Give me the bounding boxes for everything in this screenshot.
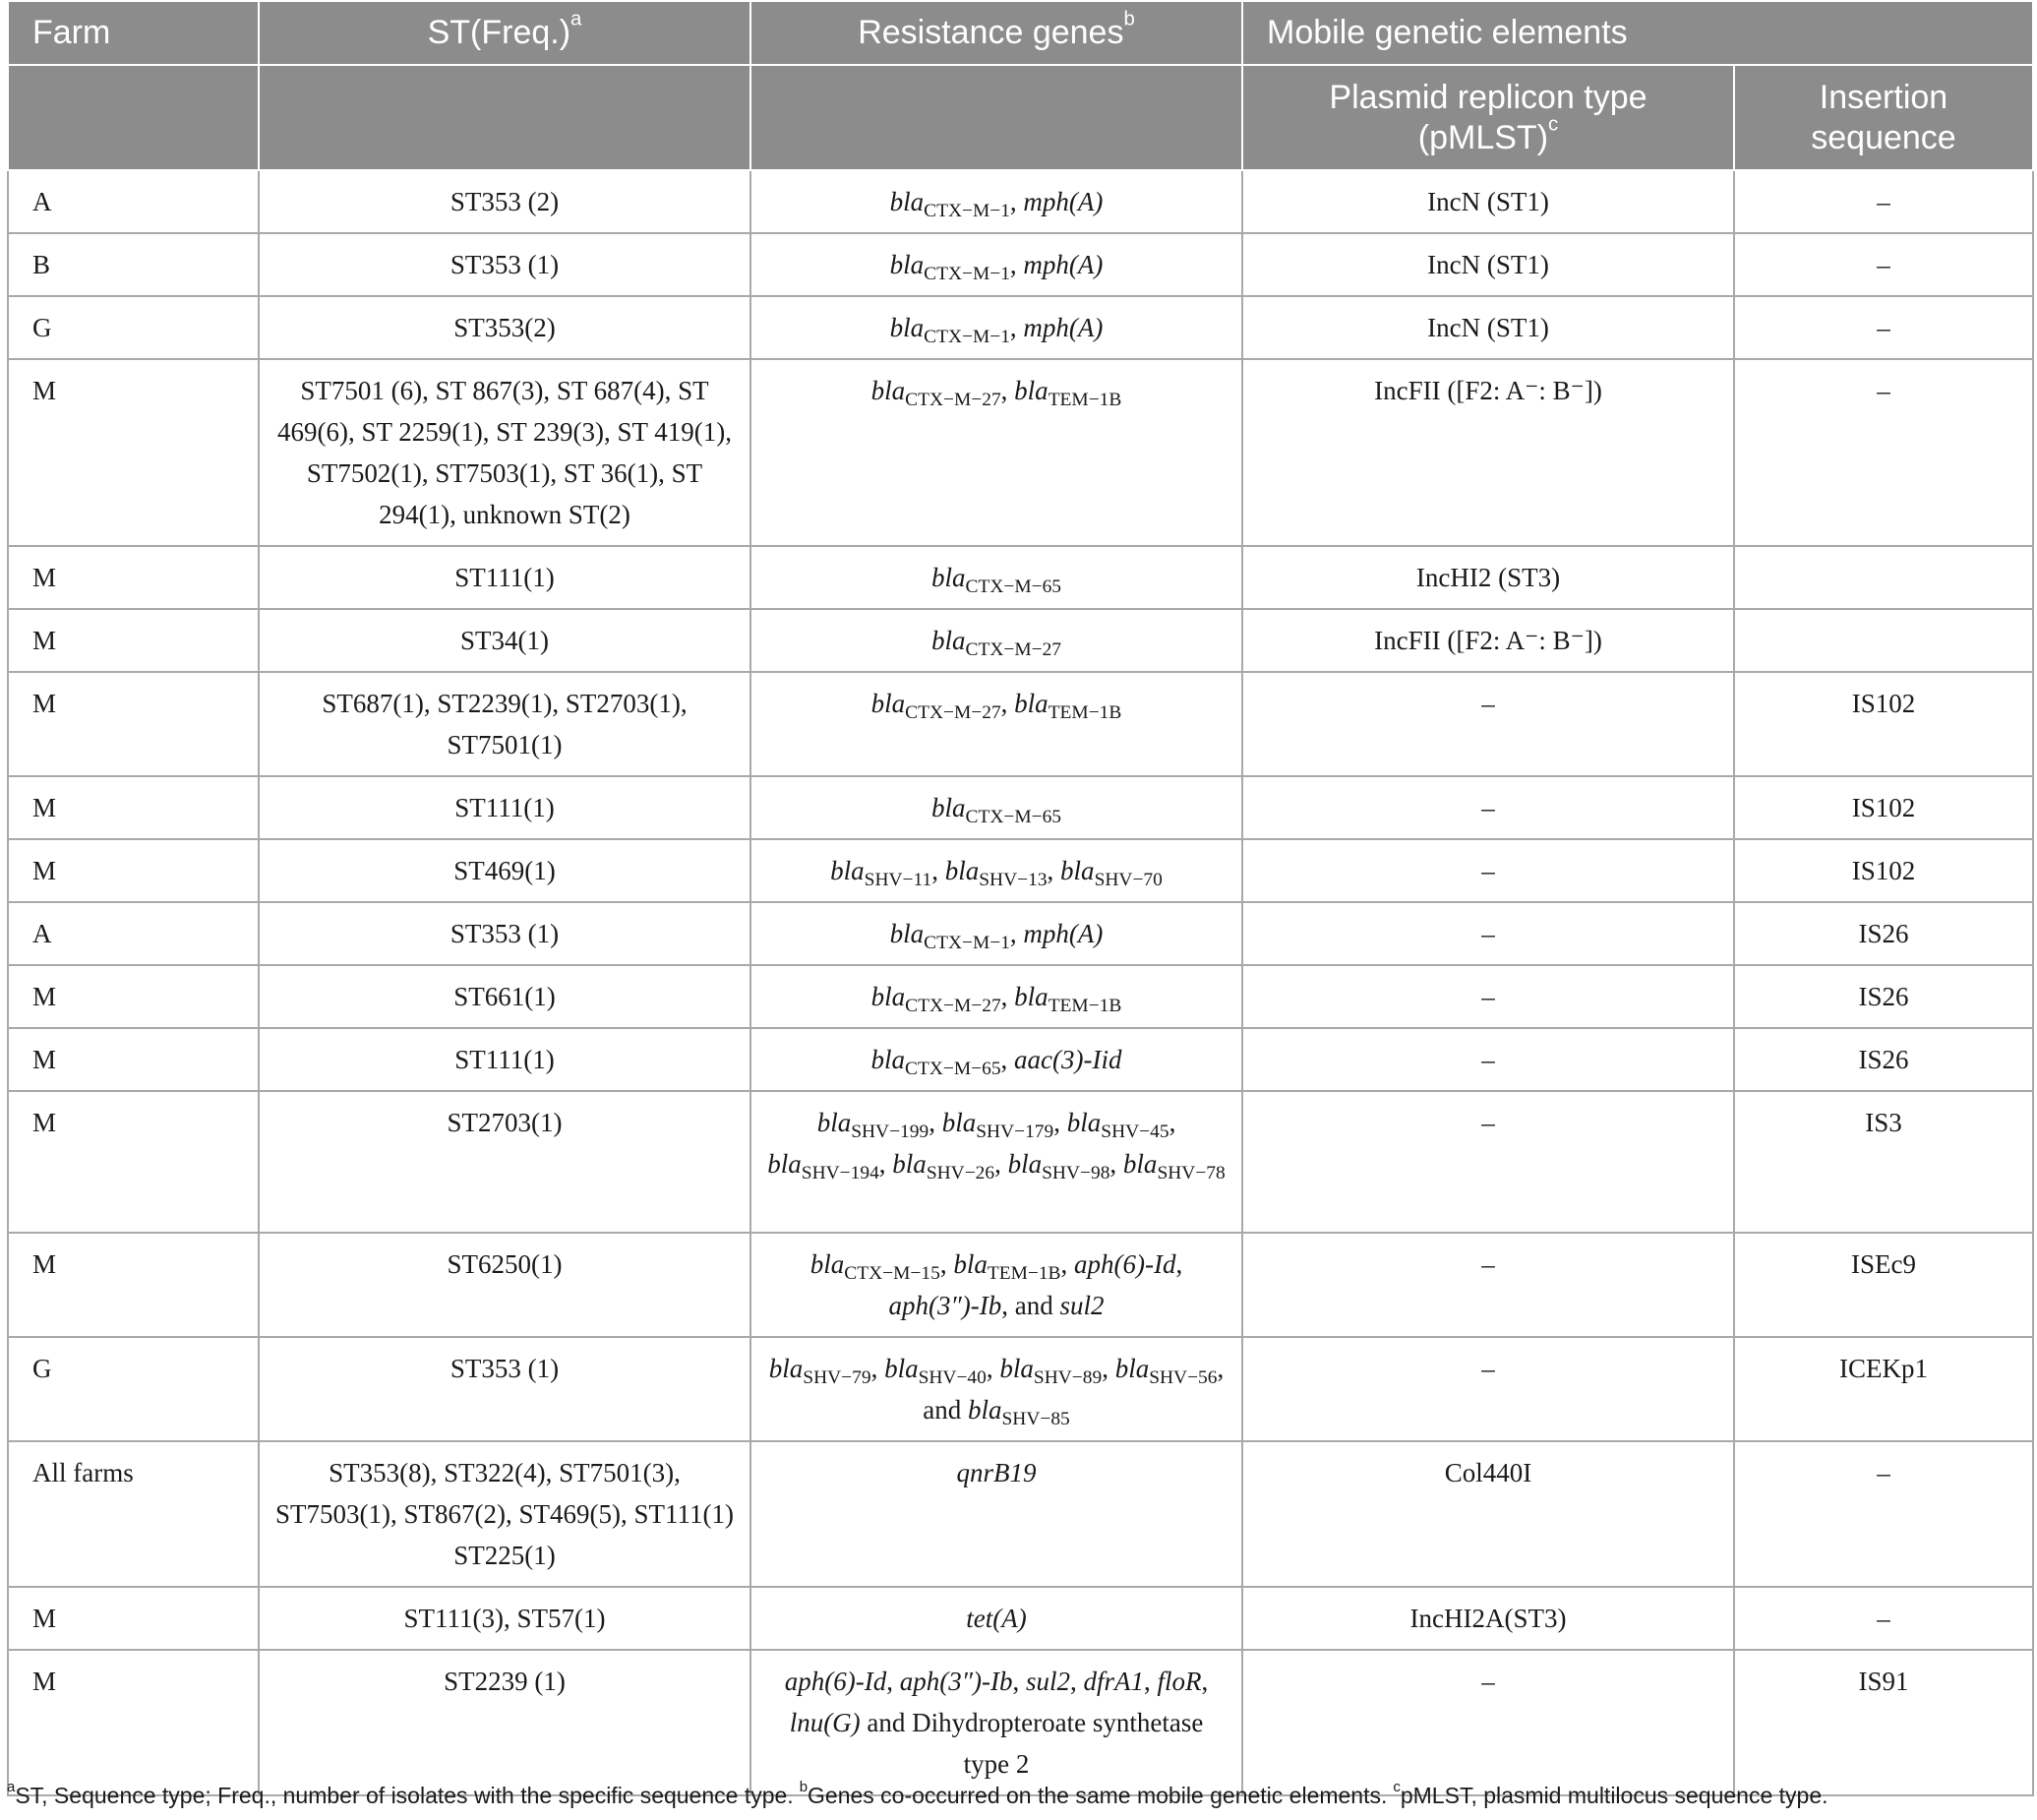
cell-sequence-type: ST353 (2) (259, 170, 750, 233)
cell-insertion-sequence: – (1734, 233, 2033, 296)
gene-name: mph(A) (1023, 919, 1104, 948)
cell-plasmid-replicon: IncHI2A(ST3) (1242, 1587, 1734, 1650)
cell-resistance-genes (750, 839, 1242, 902)
gene-name: aph(3″)-Ib (899, 1667, 1013, 1696)
table-row (8, 296, 2033, 359)
gene-variant: SHV−13 (979, 869, 1048, 890)
cell-resistance-genes (750, 1337, 1242, 1441)
gene-variant: CTX−M−15 (844, 1262, 940, 1284)
cell-sequence-type: ST353(8), ST322(4), ST7501(3), ST7503(1), ST867(2), ST469(5), ST111(1) ST225(1) (259, 1441, 750, 1587)
table-row (8, 609, 2033, 672)
gene-name: bla (870, 1045, 906, 1074)
gene-separator: , (1047, 856, 1061, 885)
cell-sequence-type: ST661(1) (259, 965, 750, 1028)
gene-name: bla (889, 313, 925, 342)
cell-plasmid-replicon: IncFII ([F2: A⁻: B⁻]) (1242, 359, 1734, 546)
cell-farm: M (8, 546, 259, 609)
gene-variant: SHV−11 (864, 869, 932, 890)
gene-name: bla (930, 563, 966, 592)
cell-sequence-type: ST6250(1) (259, 1233, 750, 1337)
cell-farm: M (8, 839, 259, 902)
gene-separator: , (1000, 689, 1015, 718)
gene-variant: SHV−40 (918, 1366, 987, 1388)
gene-name: bla (830, 856, 865, 885)
cell-insertion-sequence: IS3 (1734, 1091, 2033, 1233)
cell-insertion-sequence: – (1734, 296, 2033, 359)
cell-resistance-genes (750, 296, 1242, 359)
gene-name: aph(6)-Id (1074, 1249, 1176, 1279)
gene-separator: , (878, 1149, 893, 1179)
gene-name: bla (870, 982, 906, 1011)
cell-farm: M (8, 1650, 259, 1795)
cell-plasmid-replicon: IncN (ST1) (1242, 233, 1734, 296)
cell-insertion-sequence (1734, 546, 2033, 609)
cell-sequence-type: ST687(1), ST2239(1), ST2703(1), ST7501(1) (259, 672, 750, 776)
gene-name: qnrB19 (956, 1458, 1037, 1487)
gene-variant: SHV−79 (803, 1366, 871, 1388)
gene-name: bla (967, 1395, 1002, 1425)
cell-sequence-type: ST469(1) (259, 839, 750, 902)
gene-separator: , (870, 1354, 885, 1383)
footnote-text: ST, Sequence type; Freq., number of isolates with the specific sequence type. (15, 1783, 794, 1808)
gene-variant: SHV−89 (1033, 1366, 1103, 1388)
gene-variant: SHV−85 (1001, 1408, 1070, 1429)
cell-plasmid-replicon: – (1242, 1028, 1734, 1091)
gene-name: bla (1066, 1108, 1102, 1137)
gene-separator: , (1175, 1249, 1183, 1279)
gene-separator: , (994, 1149, 1008, 1179)
gene-variant: CTX−M−65 (965, 806, 1062, 827)
gene-name: tet(A) (966, 1604, 1027, 1633)
cell-resistance-genes (750, 1233, 1242, 1337)
cell-plasmid-replicon: – (1242, 672, 1734, 776)
cell-plasmid-replicon: – (1242, 1650, 1734, 1795)
header-plasmid-replicon: Plasmid replicon type (pMLST)$^c$ (1242, 65, 1734, 170)
gene-separator: , (1060, 1249, 1075, 1279)
gene-separator: , (1102, 1354, 1115, 1383)
footnote (7, 1779, 794, 1808)
cell-resistance-genes (750, 546, 1242, 609)
footnote-mark: a (7, 1779, 16, 1796)
gene-name: bla (1014, 376, 1048, 405)
table-row (8, 1028, 2033, 1091)
cell-sequence-type: ST353 (1) (259, 902, 750, 965)
cell-plasmid-replicon: – (1242, 965, 1734, 1028)
table-row (8, 170, 2033, 233)
gene-separator: , and (1001, 1291, 1060, 1320)
footnote (799, 1779, 1388, 1808)
gene-variant: TEM−1B (1048, 995, 1122, 1016)
table-row (8, 839, 2033, 902)
cell-sequence-type: ST353 (1) (259, 233, 750, 296)
gene-name: aac(3)-Iid (1014, 1045, 1122, 1074)
cell-insertion-sequence: IS91 (1734, 1650, 2033, 1795)
gene-variant: SHV−78 (1157, 1162, 1226, 1183)
cell-resistance-genes (750, 1587, 1242, 1650)
table-row (8, 1337, 2033, 1441)
gene-name: bla (941, 1108, 977, 1137)
gene-variant: CTX−M−1 (924, 263, 1010, 284)
gene-separator: , (886, 1667, 900, 1696)
gene-name: bla (870, 376, 906, 405)
gene-name: floR (1157, 1667, 1202, 1696)
cell-insertion-sequence: – (1734, 170, 2033, 233)
cell-farm: M (8, 1233, 259, 1337)
gene-name: bla (816, 1108, 852, 1137)
gene-variant: CTX−M−27 (965, 638, 1062, 660)
cell-sequence-type: ST7501 (6), ST 867(3), ST 687(4), ST 469(6), ST 2259(1), ST 239(3), ST 419(1), ST7502(1), ST7503(1), ST 36(1), ST 294(1), unknown ST(2) (259, 359, 750, 546)
cell-resistance-genes (750, 1028, 1242, 1091)
cell-farm: M (8, 672, 259, 776)
cell-resistance-genes (750, 170, 1242, 233)
cell-resistance-genes (750, 672, 1242, 776)
cell-farm: G (8, 296, 259, 359)
gene-name: mph(A) (1023, 313, 1104, 342)
header-farm: Farm (8, 1, 259, 65)
gene-name: bla (930, 626, 966, 655)
cell-insertion-sequence: – (1734, 359, 2033, 546)
cell-farm: M (8, 1028, 259, 1091)
gene-name: bla (999, 1354, 1034, 1383)
gene-name: bla (768, 1354, 804, 1383)
gene-variant: SHV−26 (926, 1162, 995, 1183)
cell-resistance-genes (750, 965, 1242, 1028)
cell-plasmid-replicon: – (1242, 1337, 1734, 1441)
table-container (7, 0, 2032, 1796)
gene-name: bla (870, 689, 906, 718)
gene-variant: CTX−M−1 (924, 326, 1010, 347)
gene-variant: SHV−199 (851, 1121, 929, 1142)
gene-variant: SHV−70 (1094, 869, 1163, 890)
resistance-table (7, 0, 2034, 1796)
gene-separator: , (1000, 982, 1015, 1011)
cell-plasmid-replicon: IncHI2 (ST3) (1242, 546, 1734, 609)
cell-resistance-genes (750, 1091, 1242, 1233)
gene-name: bla (1007, 1149, 1043, 1179)
cell-farm: M (8, 1091, 259, 1233)
table-body (8, 170, 2033, 1795)
cell-resistance-genes (750, 902, 1242, 965)
cell-farm: M (8, 965, 259, 1028)
cell-plasmid-replicon: – (1242, 1233, 1734, 1337)
footnote-mark: b (799, 1779, 809, 1796)
header-resistance-genes: Resistance genes$^b$ (750, 1, 1242, 65)
gene-name: aph(3″)-Ib (888, 1291, 1002, 1320)
gene-name: bla (892, 1149, 927, 1179)
cell-plasmid-replicon: – (1242, 776, 1734, 839)
cell-farm: A (8, 902, 259, 965)
gene-variant: SHV−56 (1149, 1366, 1218, 1388)
footnote-text: Genes co-occurred on the same mobile genetic elements. (808, 1783, 1388, 1808)
cell-sequence-type: ST111(3), ST57(1) (259, 1587, 750, 1650)
gene-variant: CTX−M−1 (924, 200, 1010, 221)
cell-resistance-genes (750, 609, 1242, 672)
gene-separator: , (1009, 919, 1024, 948)
cell-farm: M (8, 1587, 259, 1650)
gene-separator: , (1069, 1667, 1084, 1696)
footnote-text: pMLST, plasmid multilocus sequence type. (1400, 1783, 1828, 1808)
cell-insertion-sequence: IS26 (1734, 1028, 2033, 1091)
cell-plasmid-replicon: IncN (ST1) (1242, 170, 1734, 233)
gene-name: bla (1014, 982, 1048, 1011)
gene-name: bla (953, 1249, 988, 1279)
cell-sequence-type: ST2239 (1) (259, 1650, 750, 1795)
cell-sequence-type: ST353(2) (259, 296, 750, 359)
gene-separator: , (1009, 313, 1024, 342)
table-row (8, 1441, 2033, 1587)
cell-plasmid-replicon: – (1242, 902, 1734, 965)
header-blank-genes (750, 65, 1242, 170)
gene-variant: CTX−M−27 (905, 701, 1001, 723)
gene-variant: CTX−M−27 (905, 389, 1001, 410)
gene-variant: TEM−1B (1048, 389, 1122, 410)
gene-separator: , (1000, 1045, 1015, 1074)
gene-name: bla (889, 187, 925, 216)
cell-insertion-sequence: – (1734, 1441, 2033, 1587)
cell-plasmid-replicon: Col440I (1242, 1441, 1734, 1587)
gene-variant: CTX−M−65 (905, 1058, 1001, 1079)
cell-farm: M (8, 776, 259, 839)
gene-separator: , (1053, 1108, 1067, 1137)
table-row (8, 776, 2033, 839)
table-row (8, 902, 2033, 965)
cell-insertion-sequence: ICEKp1 (1734, 1337, 2033, 1441)
cell-farm: All farms (8, 1441, 259, 1587)
header-blank-st (259, 65, 750, 170)
gene-name: bla (944, 856, 980, 885)
cell-sequence-type: ST111(1) (259, 546, 750, 609)
gene-name: bla (884, 1354, 919, 1383)
table-footnotes (7, 1779, 2032, 1809)
cell-insertion-sequence: IS102 (1734, 776, 2033, 839)
gene-name: mph(A) (1023, 250, 1104, 279)
cell-sequence-type: ST353 (1) (259, 1337, 750, 1441)
cell-resistance-genes (750, 776, 1242, 839)
cell-sequence-type: ST111(1) (259, 1028, 750, 1091)
gene-variant: SHV−98 (1042, 1162, 1110, 1183)
gene-name: aph(6)-Id (784, 1667, 887, 1696)
cell-plasmid-replicon: – (1242, 1091, 1734, 1233)
gene-variant: TEM−1B (987, 1262, 1061, 1284)
cell-sequence-type: ST34(1) (259, 609, 750, 672)
gene-separator: , (986, 1354, 1000, 1383)
gene-separator: , (1012, 1667, 1026, 1696)
gene-variant: SHV−179 (976, 1121, 1054, 1142)
cell-resistance-genes (750, 359, 1242, 546)
gene-variant: SHV−45 (1101, 1121, 1169, 1142)
gene-name: bla (767, 1149, 802, 1179)
gene-name: bla (930, 793, 966, 822)
gene-separator: and Dihydropteroate synthetase type 2 (860, 1708, 1204, 1779)
cell-plasmid-replicon: IncFII ([F2: A⁻: B⁻]) (1242, 609, 1734, 672)
gene-variant: CTX−M−65 (965, 576, 1062, 597)
gene-name: bla (809, 1249, 845, 1279)
gene-name: bla (1014, 689, 1048, 718)
cell-insertion-sequence: IS102 (1734, 672, 2033, 776)
gene-name: bla (1060, 856, 1095, 885)
cell-plasmid-replicon: IncN (ST1) (1242, 296, 1734, 359)
gene-separator: , (1168, 1108, 1176, 1137)
gene-variant: CTX−M−1 (924, 932, 1010, 953)
gene-separator: , (1009, 250, 1024, 279)
header-mobile-genetic-elements: Mobile genetic elements (1242, 1, 2033, 65)
gene-separator: , (1109, 1149, 1123, 1179)
gene-variant: SHV−194 (801, 1162, 879, 1183)
gene-name: lnu(G) (789, 1708, 861, 1737)
cell-insertion-sequence: IS102 (1734, 839, 2033, 902)
cell-farm: M (8, 609, 259, 672)
gene-name: sul2 (1025, 1667, 1070, 1696)
cell-insertion-sequence: ISEc9 (1734, 1233, 2033, 1337)
gene-separator: , (939, 1249, 954, 1279)
cell-farm: A (8, 170, 259, 233)
cell-sequence-type: ST2703(1) (259, 1091, 750, 1233)
gene-name: dfrA1 (1083, 1667, 1144, 1696)
gene-variant: CTX−M−27 (905, 995, 1001, 1016)
table-row (8, 1650, 2033, 1795)
gene-name: bla (889, 250, 925, 279)
gene-variant: TEM−1B (1048, 701, 1122, 723)
cell-farm: M (8, 359, 259, 546)
gene-separator: , (1000, 376, 1015, 405)
footnote (1393, 1779, 1828, 1808)
gene-name: bla (1114, 1354, 1150, 1383)
gene-separator: , (931, 856, 945, 885)
gene-name: mph(A) (1023, 187, 1104, 216)
header-insertion-sequence: Insertion sequence (1734, 65, 2033, 170)
table-row (8, 359, 2033, 546)
cell-insertion-sequence: – (1734, 1587, 2033, 1650)
cell-farm: B (8, 233, 259, 296)
cell-farm: G (8, 1337, 259, 1441)
gene-separator: , (1009, 187, 1024, 216)
cell-insertion-sequence: IS26 (1734, 965, 2033, 1028)
header-st: ST(Freq.)$^a$ (259, 1, 750, 65)
table-row (8, 233, 2033, 296)
gene-name: bla (889, 919, 925, 948)
table-row (8, 1233, 2033, 1337)
cell-insertion-sequence (1734, 609, 2033, 672)
table-row (8, 546, 2033, 609)
gene-separator: , and (923, 1354, 1225, 1425)
table-row (8, 965, 2033, 1028)
cell-resistance-genes (750, 1441, 1242, 1587)
cell-insertion-sequence: IS26 (1734, 902, 2033, 965)
gene-name: bla (1122, 1149, 1158, 1179)
table-row (8, 1091, 2033, 1233)
footnote-mark: c (1393, 1779, 1401, 1796)
table-row (8, 1587, 2033, 1650)
cell-plasmid-replicon: – (1242, 839, 1734, 902)
gene-name: sul2 (1059, 1291, 1105, 1320)
gene-separator: , (929, 1108, 942, 1137)
cell-resistance-genes (750, 233, 1242, 296)
gene-separator: , (1143, 1667, 1158, 1696)
cell-sequence-type: ST111(1) (259, 776, 750, 839)
gene-separator: , (1201, 1667, 1209, 1696)
header-blank-farm (8, 65, 259, 170)
cell-resistance-genes (750, 1650, 1242, 1795)
table-row (8, 672, 2033, 776)
table-header (8, 1, 2033, 170)
